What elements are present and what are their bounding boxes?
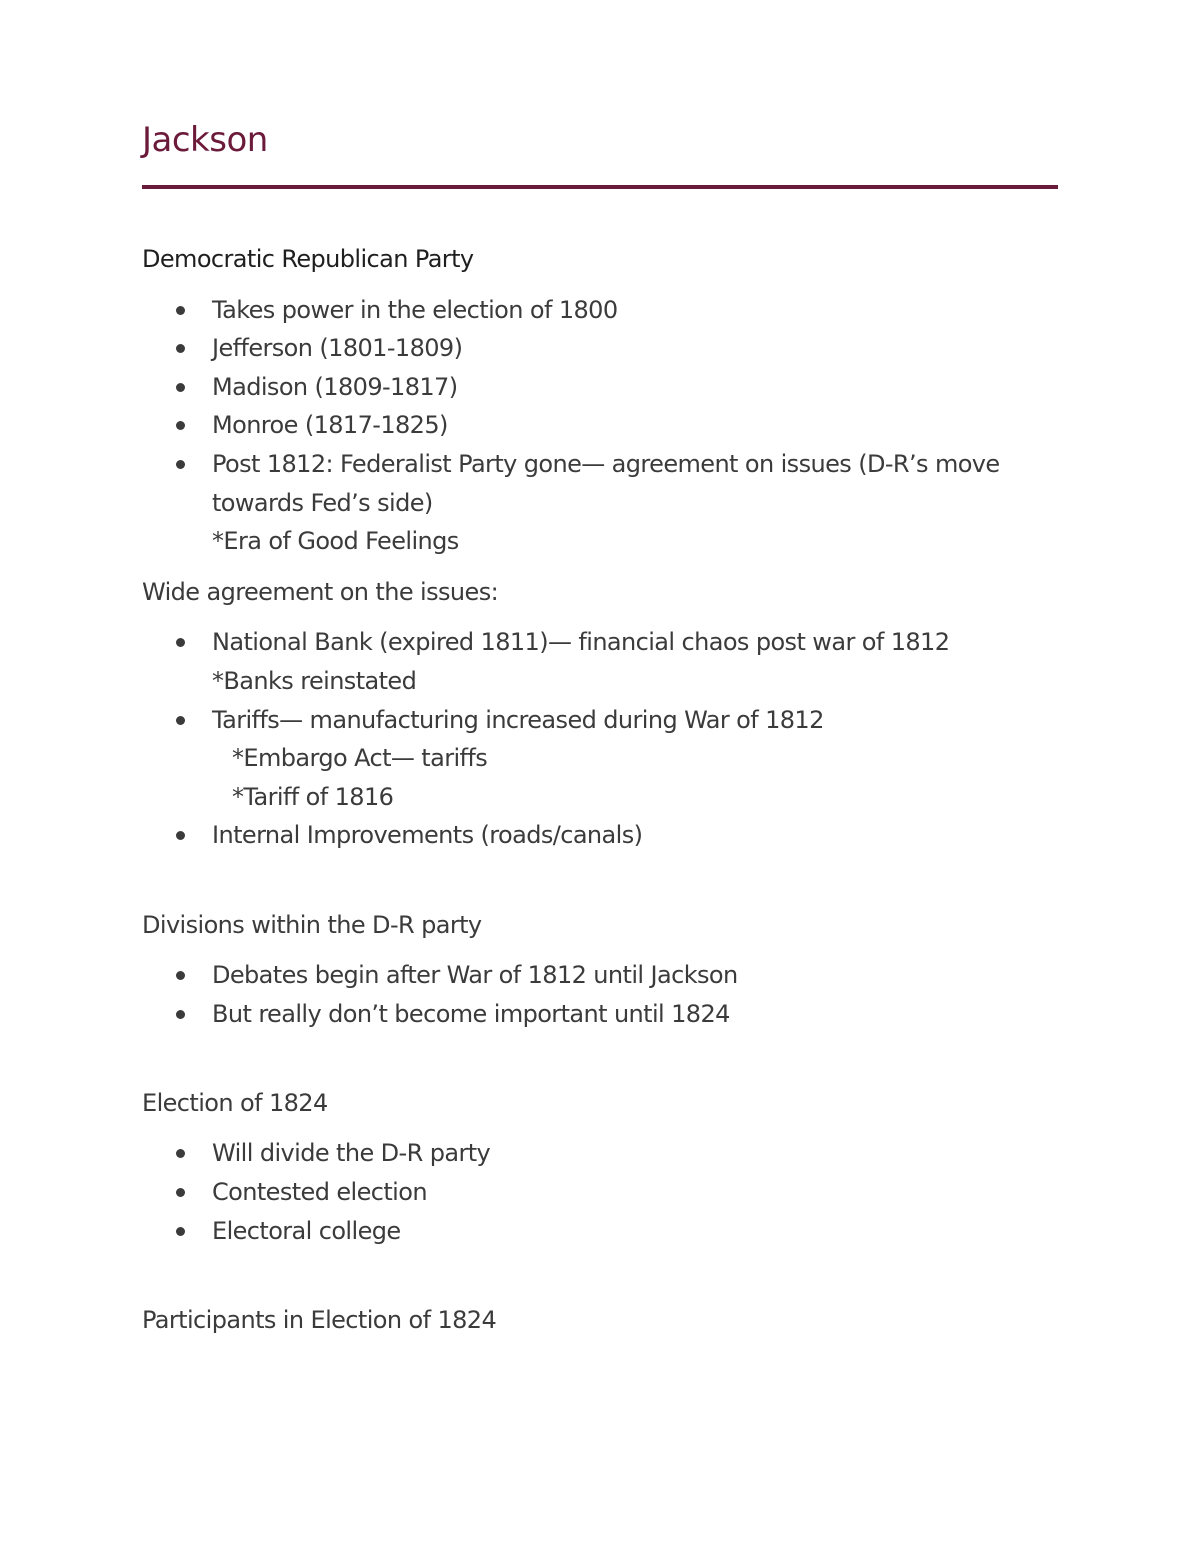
title-divider [142,185,1058,189]
list-item: Electoral college [142,1212,1058,1251]
list-note: *Era of Good Feelings [212,527,459,556]
list-item: Post 1812: Federalist Party gone— agreement on issues (D-R’s move towards Fed’s side) *Era of Good Feelings [142,445,1058,561]
list-item: National Bank (expired 1811)— financial chaos post war of 1812 *Banks reinstated [142,623,1058,700]
bullet-icon [176,638,185,647]
bullet-icon [176,971,185,980]
bullet-list [142,1134,1058,1250]
bullet-icon [176,383,185,392]
bullet-icon [176,831,185,840]
bullet-list [142,623,1058,855]
section-heading: Wide agreement on the issues: [142,577,499,606]
bullet-icon [176,1149,185,1158]
bullet-list [142,956,1058,1033]
bullet-icon [176,716,185,725]
list-item: Will divide the D-R party [142,1134,1058,1173]
bullet-icon [176,421,185,430]
section-heading: Divisions within the D-R party [142,910,482,939]
bullet-icon [176,460,185,469]
bullet-list [142,291,1058,561]
list-note: *Tariff of 1816 [232,782,394,811]
list-item: But really don’t become important until 1824 [142,995,1058,1034]
list-note: *Banks reinstated [212,666,417,695]
blank-line [142,867,1058,906]
section-heading: Election of 1824 [142,1088,328,1117]
bullet-icon [176,306,185,315]
section-heading: Participants in Election of 1824 [142,1305,497,1334]
list-item: Madison (1809-1817) [142,368,1058,407]
section-heading: Democratic Republican Party [142,245,474,273]
bullet-icon [176,1227,185,1236]
list-note: *Embargo Act— tariffs [232,744,488,773]
list-item: Debates begin after War of 1812 until Jackson [142,956,1058,995]
document-title: Jackson [142,120,268,160]
blank-line [142,1262,1058,1301]
document-body [142,240,1058,1339]
list-item: Tariffs— manufacturing increased during War of 1812 *Embargo Act— tariffs *Tariff of 1816 [142,701,1058,817]
list-item: Contested election [142,1173,1058,1212]
blank-line [142,1045,1058,1084]
list-item: Takes power in the election of 1800 [142,291,1058,330]
bullet-icon [176,1010,185,1019]
list-item: Monroe (1817-1825) [142,406,1058,445]
bullet-icon [176,344,185,353]
bullet-icon [176,1188,185,1197]
list-item: Jefferson (1801-1809) [142,329,1058,368]
list-item: Internal Improvements (roads/canals) [142,816,1058,855]
